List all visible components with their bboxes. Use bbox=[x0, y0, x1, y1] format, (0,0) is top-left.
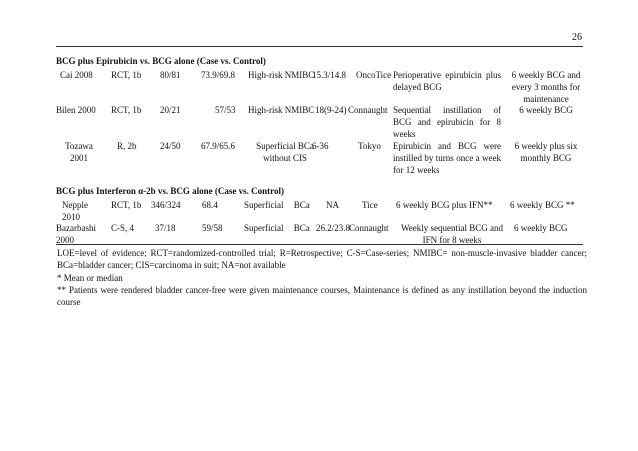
table-row-strain: Tice bbox=[362, 200, 378, 210]
footnote-abbreviations: LOE=level of evidence; RCT=randomized-controlled trial; R=Retrospective; C-S=Case-series; NMIBC= non-muscle-invasive bladder cancer; BCa=bladder cancer; CIS=carcinoma in suit; NA=not available bbox=[57, 248, 587, 270]
page-number: 26 bbox=[572, 32, 582, 43]
section-title-epirubicin: BCG plus Epirubicin vs. BCG alone (Case vs. Control) bbox=[56, 56, 266, 66]
table-row-population: Superficial BCa bbox=[244, 223, 310, 233]
table-row-rate: 67.9/65.6 bbox=[201, 141, 236, 151]
table-row-population: Superficial BCa without CIS bbox=[256, 141, 314, 163]
table-row-control: 6 weekly BCG bbox=[519, 105, 573, 115]
table-bottom-rule bbox=[56, 244, 583, 245]
table-row-control: 6 weekly BCG bbox=[514, 223, 568, 233]
table-row-control: 6 weekly BCG and every 3 months for maintenance bbox=[511, 70, 581, 104]
table-row-author: Nepple 2010 bbox=[62, 200, 88, 222]
table-row-n: 346/324 bbox=[151, 200, 181, 210]
table-row-design: R, 2b bbox=[117, 141, 137, 151]
table-row-population: Superficial BCa bbox=[244, 200, 310, 210]
table-row-rate: 59/58 bbox=[202, 223, 223, 233]
table-row-n: 37/18 bbox=[155, 223, 176, 233]
table-row-design: RCT, 1b bbox=[111, 70, 142, 80]
table-row-rate: 68.4 bbox=[202, 200, 218, 210]
table-row-design: RCT, 1b bbox=[111, 105, 142, 115]
table-row-case: Sequential instillation of BCG and epirubicin for 8 weeks bbox=[393, 105, 501, 139]
table-row-followup: 6-36 bbox=[312, 141, 329, 151]
top-rule bbox=[56, 46, 583, 47]
table-row-population: High-risk NMIBC bbox=[248, 70, 315, 80]
table-row-followup: 18(9-24) bbox=[315, 105, 347, 115]
table-row-strain: Tokyo bbox=[358, 141, 381, 151]
table-row-author: Bilen 2000 bbox=[56, 105, 96, 115]
table-row-strain: Connaught bbox=[348, 105, 388, 115]
table-row-case: Weekly sequential BCG and IFN for 8 weeks bbox=[400, 223, 503, 245]
table-row-followup: NA bbox=[326, 200, 339, 210]
table-row-author: Tozawa 2001 bbox=[65, 141, 93, 163]
table-row-author: Cai 2008 bbox=[60, 70, 93, 80]
table-row-followup: 26.2/23.8 bbox=[316, 223, 351, 233]
table-row-control: 6 weekly BCG ** bbox=[510, 200, 575, 210]
table-row-author: Bazarbashi 2000 bbox=[56, 223, 96, 245]
table-row-case: Perioperative epirubicin plus delayed BCG bbox=[393, 70, 501, 92]
section-title-interferon: BCG plus Interferon α-2b vs. BCG alone (Case vs. Control) bbox=[56, 186, 284, 196]
table-row-design: C-S, 4 bbox=[111, 223, 135, 233]
table-row-rate: 73.9/69.8 bbox=[201, 70, 236, 80]
table-row-control: 6 weekly plus six monthly BCG bbox=[514, 141, 578, 163]
table-row-design: RCT, 1b bbox=[111, 200, 142, 210]
table-row-n: 80/81 bbox=[160, 70, 181, 80]
table-row-population: High-risk NMIBC bbox=[248, 105, 315, 115]
table-row-n: 20/21 bbox=[160, 105, 181, 115]
table-row-rate: 57/53 bbox=[215, 105, 236, 115]
table-row-followup: 15.3/14.8 bbox=[312, 70, 347, 80]
table-row-n: 24/50 bbox=[160, 141, 181, 151]
table-row-case: 6 weekly BCG plus IFN** bbox=[396, 200, 493, 210]
table-row-strain: Connaught bbox=[349, 223, 389, 233]
footnote-maintenance: ** Patients were rendered bladder cancer-free were given maintenance courses, Maintenance is defined as any instillation beyond the induction course bbox=[57, 285, 587, 307]
table-row-case: Epirubicin and BCG were instilled by turns once a week for 12 weeks bbox=[393, 141, 501, 175]
table-row-strain: OncoTice bbox=[356, 70, 392, 80]
footnote-mean-median: * Mean or median bbox=[57, 273, 123, 283]
